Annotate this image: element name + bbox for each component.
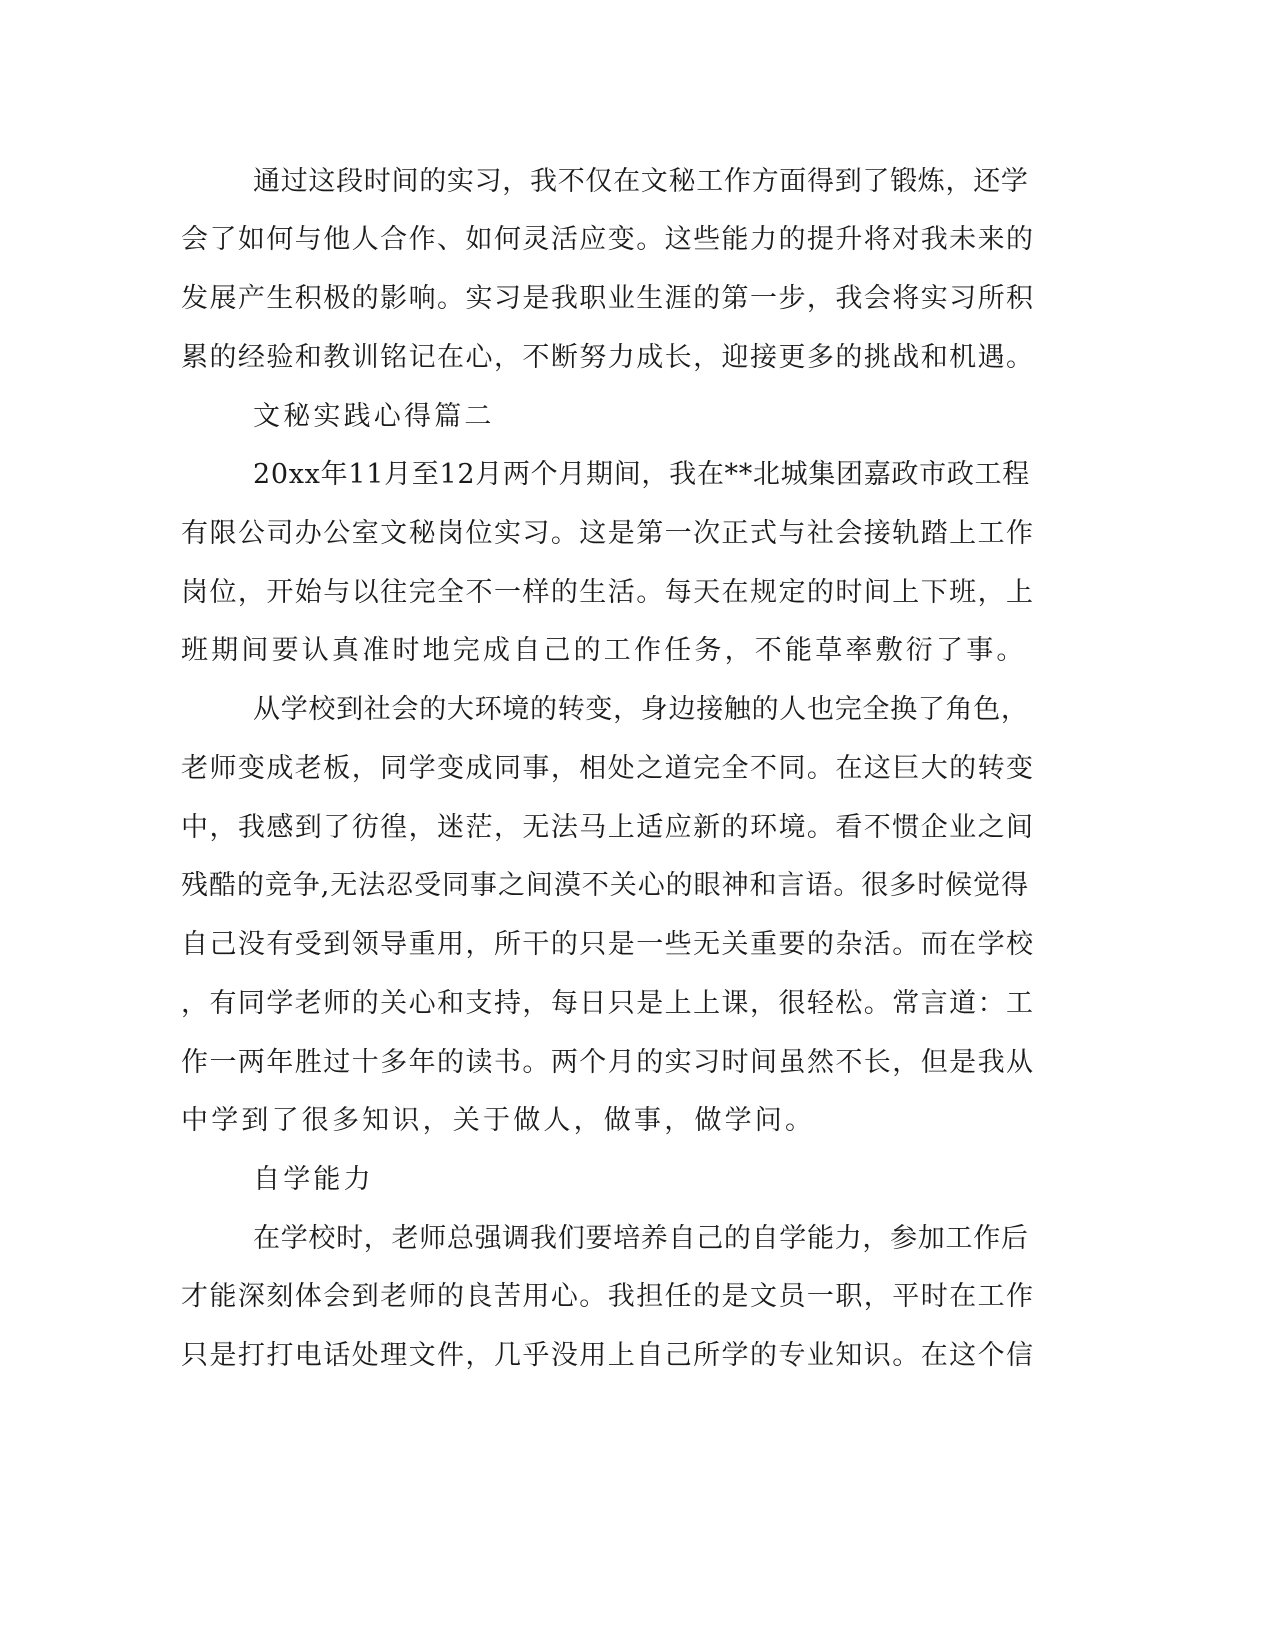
paragraph-line: 才能深刻体会到老师的良苦用心。我担任的是文员一职，平时在工作: [181, 1281, 1035, 1312]
paragraph-line: 在学校时，老师总强调我们要培养自己的自学能力，参加工作后: [253, 1223, 1029, 1254]
paragraph-line: 有限公司办公室文秘岗位实习。这是第一次正式与社会接轨踏上工作: [181, 518, 1035, 549]
paragraph-line: 中学到了很多知识，关于做人，做事，做学问。: [181, 1105, 816, 1136]
paragraph-line: 作一两年胜过十多年的读书。两个月的实习时间虽然不长，但是我从: [181, 1047, 1035, 1078]
paragraph-line: 班期间要认真准时地完成自己的工作任务，不能草率敷衍了事。: [181, 635, 1027, 666]
section-heading: 文秘实践心得篇二: [253, 401, 495, 432]
paragraph-line: 发展产生积极的影响。实习是我职业生涯的第一步，我会将实习所积: [181, 283, 1035, 314]
paragraph-line: 只是打打电话处理文件，几乎没用上自己所学的专业知识。在这个信: [181, 1340, 1035, 1371]
paragraph-line: 从学校到社会的大环境的转变，身边接触的人也完全换了角色，: [253, 694, 1029, 725]
paragraph-line: 累的经验和教训铭记在心，不断努力成长，迎接更多的挑战和机遇。: [181, 342, 1035, 373]
paragraph-line: 岗位，开始与以往完全不一样的生活。每天在规定的时间上下班，上: [181, 577, 1035, 608]
paragraph-line: 会了如何与他人合作、如何灵活应变。这些能力的提升将对我未来的: [181, 224, 1035, 255]
paragraph-line: 老师变成老板，同学变成同事，相处之道完全不同。在这巨大的转变: [181, 753, 1035, 784]
paragraph-line: 20xx年11月至12月两个月期间，我在**北城集团嘉政市政工程: [253, 459, 1030, 490]
paragraph-line: 自己没有受到领导重用，所干的只是一些无关重要的杂活。而在学校: [181, 929, 1035, 960]
paragraph-line: 残酷的竞争,无法忍受同事之间漠不关心的眼神和言语。很多时候觉得: [181, 870, 1030, 901]
paragraph-line: 通过这段时间的实习，我不仅在文秘工作方面得到了锻炼，还学: [253, 166, 1029, 197]
paragraph-line: 中，我感到了彷徨，迷茫，无法马上适应新的环境。看不惯企业之间: [181, 812, 1035, 843]
section-heading: 自学能力: [253, 1164, 374, 1195]
paragraph-line: ，有同学老师的关心和支持，每日只是上上课，很轻松。常言道：工: [181, 988, 1035, 1019]
